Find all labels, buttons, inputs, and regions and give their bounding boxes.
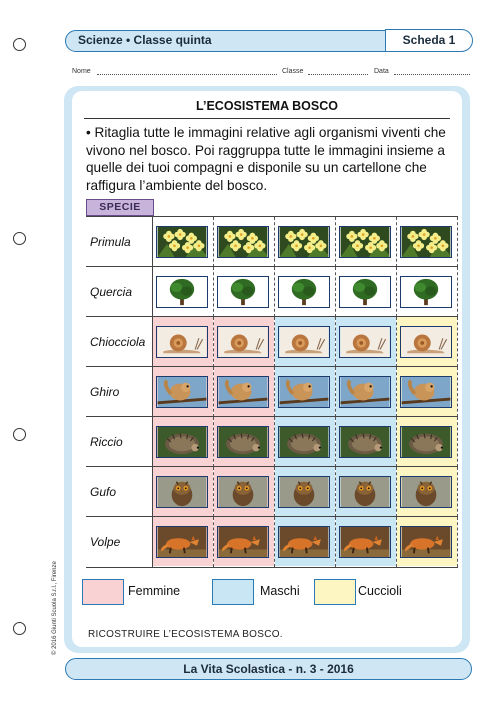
fox-icon: [156, 526, 208, 558]
cutout-cell[interactable]: [153, 267, 213, 316]
species-label: Quercia: [90, 285, 133, 299]
species-row: [86, 366, 458, 417]
binder-hole-4: [13, 622, 26, 635]
species-row: [86, 316, 458, 367]
binder-hole-2: [13, 232, 26, 245]
species-label: Volpe: [90, 535, 121, 549]
owl-icon: [400, 476, 452, 508]
worksheet-title: L’ECOSISTEMA BOSCO: [196, 99, 338, 113]
nome-label: Nome: [72, 68, 91, 75]
owl-icon: [217, 476, 269, 508]
cutout-cell[interactable]: [214, 367, 274, 416]
cutout-cell[interactable]: [153, 467, 213, 516]
cutout-cell[interactable]: [153, 367, 213, 416]
cutout-cell[interactable]: [275, 417, 335, 466]
primula-flower-icon: [156, 226, 208, 258]
legend-cuccioli-label: Cuccioli: [358, 584, 402, 598]
copyright-text: © 2016 Giunti Scuola S.r.l., Firenze: [52, 561, 58, 655]
cutout-cell[interactable]: [275, 367, 335, 416]
footer-note: RICOSTRUIRE L’ECOSISTEMA BOSCO.: [88, 629, 283, 640]
cutout-cell[interactable]: [214, 317, 274, 366]
classe-label: Classe: [282, 68, 304, 75]
snail-icon: [339, 326, 391, 358]
cutout-cell[interactable]: [336, 417, 396, 466]
cutout-cell[interactable]: [397, 467, 457, 516]
worksheet-body: [72, 91, 462, 647]
species-header: SPECIE: [86, 199, 154, 216]
cutout-cell[interactable]: [336, 467, 396, 516]
cut-line: [457, 467, 458, 517]
cutout-cell[interactable]: [275, 317, 335, 366]
primula-flower-icon: [339, 226, 391, 258]
dormouse-icon: [217, 376, 269, 408]
cutout-cell[interactable]: [336, 517, 396, 566]
primula-flower-icon: [217, 226, 269, 258]
primula-flower-icon: [400, 226, 452, 258]
cut-line: [457, 367, 458, 417]
fox-icon: [400, 526, 452, 558]
species-label: Gufo: [90, 485, 117, 499]
oak-tree-icon: [339, 276, 391, 308]
title-underline: [84, 118, 450, 119]
primula-flower-icon: [278, 226, 330, 258]
species-label: Primula: [90, 235, 131, 249]
cut-line: [457, 317, 458, 367]
instructions-text: • Ritaglia tutte le immagini relative agli organismi viventi che vivono nel bosco. Poi raggruppa tutte le immagini insieme a quelle dei tuoi compagni e disponile su un cartellone che raffigura l’ambiente del bosco.: [86, 125, 446, 193]
cutout-cell[interactable]: [397, 417, 457, 466]
snail-icon: [156, 326, 208, 358]
legend-maschi-label: Maschi: [260, 584, 300, 598]
data-label: Data: [374, 68, 389, 75]
owl-icon: [339, 476, 391, 508]
oak-tree-icon: [278, 276, 330, 308]
magazine-bar: La Vita Scolastica - n. 3 - 2016: [65, 658, 472, 680]
species-row: [86, 416, 458, 467]
oak-tree-icon: [217, 276, 269, 308]
legend-femmine-label: Femmine: [128, 584, 181, 598]
worksheet-frame: [64, 86, 470, 653]
cutout-cell[interactable]: [153, 217, 213, 266]
hedgehog-icon: [217, 426, 269, 458]
cutout-cell[interactable]: [275, 217, 335, 266]
owl-icon: [156, 476, 208, 508]
snail-icon: [217, 326, 269, 358]
binder-hole-1: [13, 38, 26, 51]
species-label: Chiocciola: [90, 335, 146, 349]
cutout-cell[interactable]: [397, 267, 457, 316]
data-line[interactable]: [394, 74, 470, 75]
cutout-cell[interactable]: [336, 367, 396, 416]
species-row: [86, 516, 458, 568]
cutout-cell[interactable]: [397, 217, 457, 266]
cutout-cell[interactable]: [214, 517, 274, 566]
header-bar: [65, 30, 472, 52]
cut-line: [457, 217, 458, 267]
dormouse-icon: [156, 376, 208, 408]
cut-line: [457, 267, 458, 317]
cutout-cell[interactable]: [336, 217, 396, 266]
species-label: Riccio: [90, 435, 123, 449]
cut-line: [457, 517, 458, 567]
dormouse-icon: [339, 376, 391, 408]
subject-title: Scienze • Classe quinta: [78, 33, 212, 47]
species-row: [86, 466, 458, 517]
dormouse-icon: [400, 376, 452, 408]
cutout-cell[interactable]: [397, 517, 457, 566]
cutout-cell[interactable]: [397, 317, 457, 366]
cutout-cell[interactable]: [214, 267, 274, 316]
dormouse-icon: [278, 376, 330, 408]
fox-icon: [278, 526, 330, 558]
cutout-cell[interactable]: [214, 417, 274, 466]
hedgehog-icon: [339, 426, 391, 458]
owl-icon: [278, 476, 330, 508]
species-label: Ghiro: [90, 385, 120, 399]
oak-tree-icon: [156, 276, 208, 308]
classe-line[interactable]: [308, 74, 368, 75]
scheda-label: Scheda 1: [385, 29, 473, 52]
cutout-cell[interactable]: [153, 317, 213, 366]
fox-icon: [217, 526, 269, 558]
snail-icon: [400, 326, 452, 358]
hedgehog-icon: [156, 426, 208, 458]
cutout-cell[interactable]: [336, 317, 396, 366]
species-row: [86, 266, 458, 317]
cutout-cell[interactable]: [336, 267, 396, 316]
legend-maschi-swatch: [212, 579, 254, 605]
oak-tree-icon: [400, 276, 452, 308]
hedgehog-icon: [400, 426, 452, 458]
legend-cuccioli-swatch: [314, 579, 356, 605]
cutout-cell[interactable]: [275, 467, 335, 516]
cutout-cell[interactable]: [153, 517, 213, 566]
cutout-cell[interactable]: [275, 267, 335, 316]
cutout-cell[interactable]: [153, 417, 213, 466]
legend-femmine-swatch: [82, 579, 124, 605]
cutout-cell[interactable]: [397, 367, 457, 416]
cutout-cell[interactable]: [275, 517, 335, 566]
species-row: [86, 216, 458, 267]
hedgehog-icon: [278, 426, 330, 458]
binder-hole-3: [13, 428, 26, 441]
cutout-cell[interactable]: [214, 467, 274, 516]
fox-icon: [339, 526, 391, 558]
nome-line[interactable]: [97, 74, 277, 75]
cutout-cell[interactable]: [214, 217, 274, 266]
cut-line: [457, 417, 458, 467]
snail-icon: [278, 326, 330, 358]
